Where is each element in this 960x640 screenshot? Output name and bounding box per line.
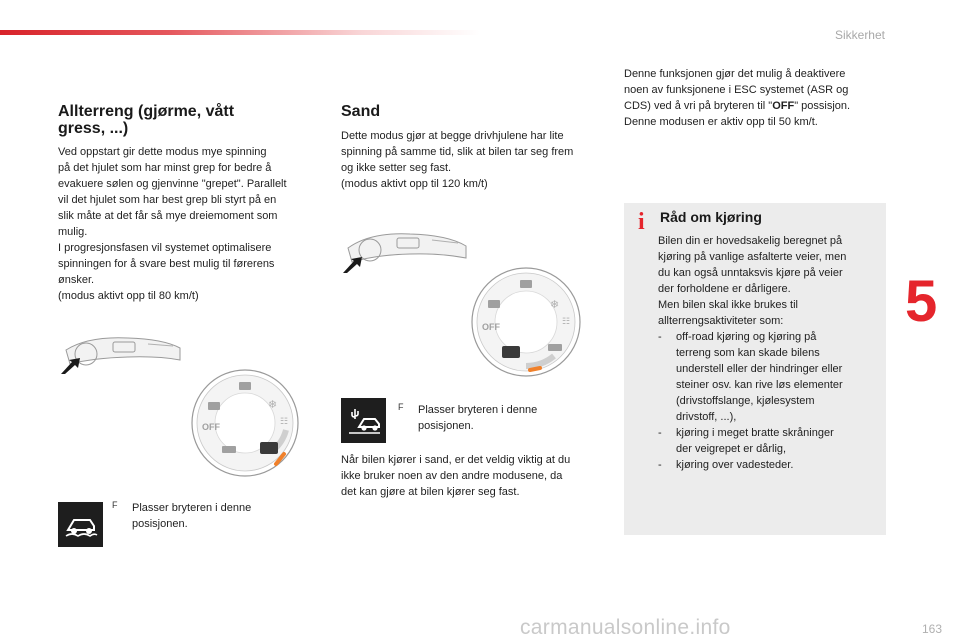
body-line: vil det hjulet som har best grep bli styrt på en	[58, 194, 277, 206]
svg-text:☷: ☷	[280, 416, 289, 426]
sand-body	[341, 128, 609, 192]
advice-line: der forholdene er dårligere.	[658, 283, 791, 295]
list-item: - kjøring over vadesteder.	[658, 459, 794, 471]
allterreng-heading	[58, 103, 288, 137]
watermark: carmanualsonline.info	[520, 616, 731, 639]
deactivate-paragraph	[624, 66, 889, 130]
advice-line: kjøring på vanlige asfalterte veier, men	[658, 251, 847, 263]
note-line: Når bilen kjører i sand, er det veldig viktig at du	[341, 454, 571, 466]
sand-mode-selected-icon	[502, 346, 520, 358]
body-line: mulig.	[58, 226, 88, 238]
driving-advice-box	[624, 203, 886, 535]
sand-mode-icon	[341, 398, 386, 443]
svg-text:☷: ☷	[562, 316, 571, 326]
allterreng-body	[58, 144, 320, 304]
mode-dial-mud	[190, 368, 300, 478]
section-title: Sikkerhet	[834, 28, 885, 42]
advice-line: Men bilen skal ikke brukes til	[658, 299, 799, 311]
note-line: ikke bruker noen av den andre modusene, da	[341, 470, 563, 482]
instruction-line: posisjonen.	[418, 420, 474, 432]
dashboard-illustration-sand	[340, 226, 468, 274]
info-icon: i	[638, 209, 645, 235]
off-keyword: OFF	[772, 100, 795, 112]
mode-dial-sand	[470, 266, 582, 378]
svg-text:❄: ❄	[550, 299, 560, 311]
paragraph-line: Denne modusen er aktiv opp til 50 km/t.	[624, 116, 818, 128]
paragraph-line: CDS) ved å vri på bryteren til "OFF" possisjon.	[624, 100, 851, 112]
instruction-bullet: F	[398, 402, 404, 412]
list-item: - off-road kjøring og kjøring på terreng som kan skade bilens understell eller der hindringer eller steiner osv. kan rive løs elementer (drivstoffslange, kjølesystem drivstoff, ...),	[658, 331, 843, 423]
body-line: I progresjonsfasen vil systemet optimalisere	[58, 242, 272, 254]
body-line: Ved oppstart gir dette modus mye spinning	[58, 146, 267, 158]
body-line: på det hjulet som har minst grep for bedre å	[58, 162, 272, 174]
instruction-bullet: F	[112, 500, 118, 510]
list-item: - kjøring i meget bratte skråninger der veigrepet er dårlig,	[658, 427, 834, 455]
body-line: ønsker.	[58, 274, 95, 286]
body-line: spinning på samme tid, slik at bilen tar seg frem	[341, 146, 574, 158]
body-line: evakuere sølen og gjenvinne "grepet". Parallelt	[58, 178, 287, 190]
body-line: spinningen for å svare best mulig til førerens	[58, 258, 275, 270]
heading-line: gress, ...)	[58, 120, 129, 137]
instruction-line: Plasser bryteren i denne	[132, 502, 252, 514]
paragraph-line: noen av funksjonene i ESC systemet (ASR og	[624, 84, 849, 96]
body-line: slik måte at det får så mye dreiemoment som	[58, 210, 278, 222]
dashboard-illustration-mud	[58, 330, 183, 375]
advice-line: allterrengsaktiviteter som:	[658, 315, 784, 327]
advice-title: Råd om kjøring	[660, 209, 762, 225]
page-number: 163	[921, 622, 942, 636]
advice-body	[658, 233, 878, 473]
chapter-number: 5	[905, 269, 938, 334]
instruction-line: Plasser bryteren i denne	[418, 404, 538, 416]
dial-off-label: OFF	[482, 322, 500, 332]
dial-off-label: OFF	[202, 422, 220, 432]
pointer-arrow-icon	[343, 257, 362, 273]
mud-mode-icon	[58, 502, 103, 547]
sand-heading: Sand	[341, 103, 381, 120]
note-line: det kan gjøre at bilen kjører seg fast.	[341, 486, 520, 498]
paragraph-line: Denne funksjonen gjør det mulig å deaktivere	[624, 68, 846, 80]
body-line: Dette modus gjør at begge drivhjulene har lite	[341, 130, 564, 142]
mud-mode-selected-icon	[260, 442, 278, 454]
heading-line: Allterreng (gjørme, vått	[58, 103, 235, 120]
advice-line: du kan også unntaksvis kjøre på veier	[658, 267, 843, 279]
body-line: (modus aktivt opp til 80 km/t)	[58, 290, 199, 302]
body-line: og ikke setter seg fast.	[341, 162, 452, 174]
advice-line: Bilen din er hovedsakelig beregnet på	[658, 235, 843, 247]
pointer-arrow-icon	[61, 358, 80, 374]
body-line: (modus aktivt opp til 120 km/t)	[341, 178, 488, 190]
svg-text:❄: ❄	[268, 399, 278, 411]
sand-note	[341, 452, 609, 500]
header-accent-bar	[0, 30, 480, 35]
instruction-line: posisjonen.	[132, 518, 188, 530]
